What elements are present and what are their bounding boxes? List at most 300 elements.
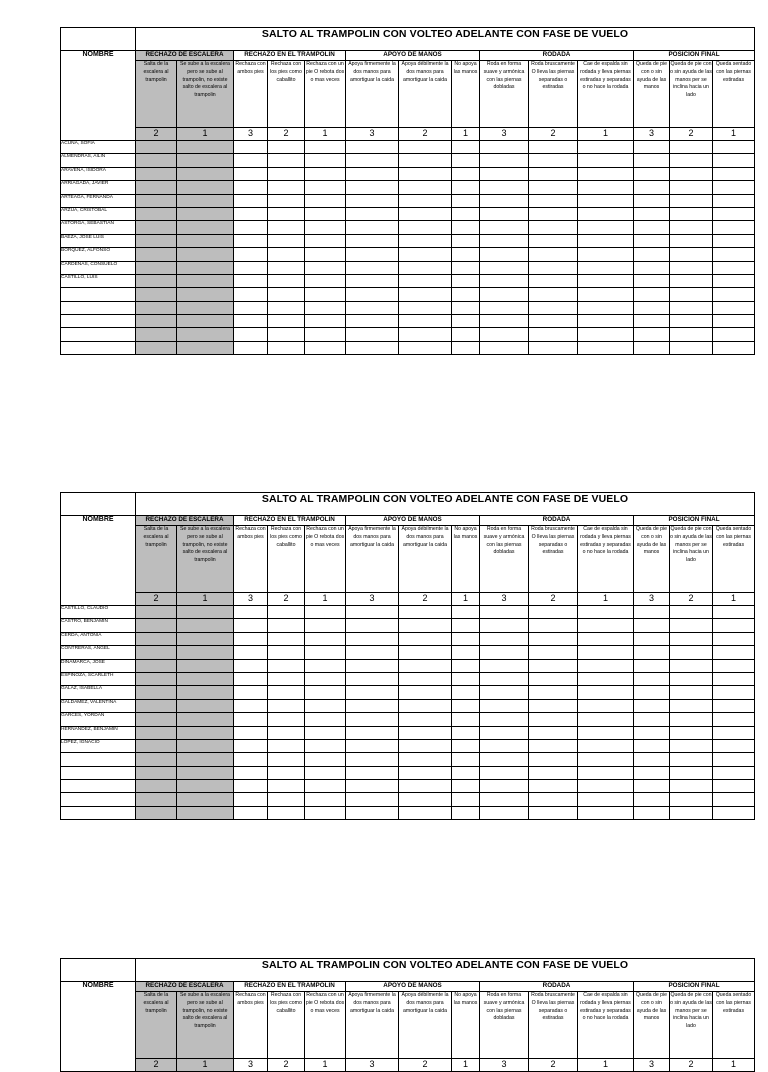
score-cell xyxy=(305,288,346,301)
score-cell xyxy=(634,221,670,234)
score-cell xyxy=(670,301,713,314)
student-row xyxy=(61,315,755,328)
score-cell xyxy=(578,793,634,806)
score-cell xyxy=(670,181,713,194)
student-row xyxy=(61,261,755,274)
criteria-row xyxy=(61,526,755,593)
score-cell xyxy=(136,234,177,247)
score-cell xyxy=(136,713,177,726)
score-cell xyxy=(346,181,399,194)
score-cell xyxy=(670,632,713,645)
score-cell xyxy=(136,699,177,712)
score-cell xyxy=(234,274,268,287)
rubric-sheet-2 xyxy=(60,492,754,820)
score-cell xyxy=(713,659,755,672)
score-cell xyxy=(399,806,452,819)
score-cell xyxy=(305,221,346,234)
score-cell xyxy=(399,288,452,301)
score-cell xyxy=(177,699,234,712)
score-cell xyxy=(578,726,634,739)
score-cell xyxy=(634,261,670,274)
score-cell xyxy=(480,221,529,234)
score-cell xyxy=(234,154,268,167)
category-header: RODADA xyxy=(480,982,634,992)
student-row xyxy=(61,181,755,194)
score-cell xyxy=(305,328,346,341)
score-cell xyxy=(136,659,177,672)
score-cell xyxy=(670,207,713,220)
score-cell xyxy=(399,167,452,180)
score-cell xyxy=(305,207,346,220)
score-cell xyxy=(268,341,305,354)
score-cell xyxy=(346,659,399,672)
criterion-score: 3 xyxy=(234,593,268,606)
score-cell xyxy=(634,686,670,699)
score-cell xyxy=(177,221,234,234)
score-cell xyxy=(713,780,755,793)
score-cell xyxy=(529,194,578,207)
category-header: APOYO DE MANOS xyxy=(346,516,480,526)
score-cell xyxy=(136,141,177,154)
score-cell xyxy=(529,793,578,806)
score-cell xyxy=(713,141,755,154)
score-cell xyxy=(305,274,346,287)
score-cell xyxy=(578,341,634,354)
score-cell xyxy=(234,646,268,659)
score-cell xyxy=(346,739,399,752)
student-name: CERDA, ANTONIA xyxy=(61,632,136,645)
score-cell xyxy=(670,646,713,659)
score-cell xyxy=(634,341,670,354)
score-cell xyxy=(268,672,305,685)
student-name: LOPEZ, IGNACIO xyxy=(61,739,136,752)
score-cell xyxy=(529,672,578,685)
student-row xyxy=(61,207,755,220)
score-cell xyxy=(268,646,305,659)
score-cell xyxy=(234,793,268,806)
criterion-description: Roda en forma suave y armónica con las piernas dobladas xyxy=(480,992,529,1059)
score-cell xyxy=(234,288,268,301)
criterion-score: 1 xyxy=(713,128,755,141)
criterion-description: No apoya las manos xyxy=(452,61,480,128)
score-cell xyxy=(234,606,268,619)
score-cell xyxy=(234,659,268,672)
score-cell xyxy=(480,619,529,632)
score-cell xyxy=(177,248,234,261)
criterion-score: 2 xyxy=(529,1059,578,1072)
score-cell xyxy=(480,261,529,274)
score-cell xyxy=(136,793,177,806)
score-cell xyxy=(480,632,529,645)
student-name xyxy=(61,328,136,341)
score-cell xyxy=(480,301,529,314)
score-cell xyxy=(305,301,346,314)
score-cell xyxy=(177,181,234,194)
score-cell xyxy=(480,154,529,167)
score-cell xyxy=(268,141,305,154)
score-cell xyxy=(234,181,268,194)
score-cell xyxy=(634,167,670,180)
score-cell xyxy=(136,315,177,328)
score-cell xyxy=(529,341,578,354)
score-cell xyxy=(346,793,399,806)
title-blank-cell xyxy=(61,493,136,516)
score-cell xyxy=(268,261,305,274)
score-cell xyxy=(136,288,177,301)
score-cell xyxy=(136,739,177,752)
criterion-score: 1 xyxy=(177,128,234,141)
score-cell xyxy=(452,194,480,207)
score-cell xyxy=(346,632,399,645)
student-row xyxy=(61,806,755,819)
score-cell xyxy=(234,753,268,766)
score-cell xyxy=(346,154,399,167)
criterion-description: Rechaza con ambos pies xyxy=(234,526,268,593)
score-cell xyxy=(670,739,713,752)
score-cell xyxy=(670,248,713,261)
score-cell xyxy=(578,167,634,180)
score-cell xyxy=(480,646,529,659)
score-cell xyxy=(177,274,234,287)
score-cell xyxy=(136,806,177,819)
score-cell xyxy=(480,606,529,619)
score-cell xyxy=(399,154,452,167)
score-cell xyxy=(136,632,177,645)
student-row xyxy=(61,713,755,726)
criterion-score: 2 xyxy=(136,1059,177,1072)
score-cell xyxy=(670,780,713,793)
score-cell xyxy=(346,261,399,274)
score-cell xyxy=(177,301,234,314)
score-cell xyxy=(713,221,755,234)
score-cell xyxy=(399,234,452,247)
score-cell xyxy=(399,739,452,752)
score-cell xyxy=(177,154,234,167)
score-cell xyxy=(234,686,268,699)
score-cell xyxy=(268,154,305,167)
score-cell xyxy=(268,699,305,712)
criterion-description: Apoya débilmente la dos manos para amortiguar la caida xyxy=(399,526,452,593)
score-cell xyxy=(268,606,305,619)
criterion-description: Salta de la escalera al trampolin xyxy=(136,992,177,1059)
student-name xyxy=(61,288,136,301)
score-cell xyxy=(234,234,268,247)
score-cell xyxy=(578,328,634,341)
score-cell xyxy=(529,207,578,220)
criterion-score: 2 xyxy=(136,128,177,141)
score-cell xyxy=(529,154,578,167)
criterion-score: 2 xyxy=(399,593,452,606)
score-cell xyxy=(480,713,529,726)
score-cell xyxy=(399,606,452,619)
score-cell xyxy=(268,766,305,779)
score-cell xyxy=(305,234,346,247)
criterion-description: Cae de espalda sin rodada y lleva piernas estiradas y separadas o no hace la rodada xyxy=(578,992,634,1059)
score-cell xyxy=(399,619,452,632)
criterion-description: No apoya las manos xyxy=(452,526,480,593)
criterion-score: 1 xyxy=(452,128,480,141)
score-cell xyxy=(234,194,268,207)
criterion-score: 1 xyxy=(578,128,634,141)
score-cell xyxy=(177,753,234,766)
score-cell xyxy=(670,221,713,234)
score-cell xyxy=(713,301,755,314)
score-cell xyxy=(670,234,713,247)
score-cell xyxy=(578,766,634,779)
student-name: ACUÑA, SOFIA xyxy=(61,141,136,154)
student-row xyxy=(61,141,755,154)
score-cell xyxy=(234,780,268,793)
title-row xyxy=(61,28,755,51)
score-cell xyxy=(234,632,268,645)
criterion-score: 3 xyxy=(480,128,529,141)
score-cell xyxy=(136,646,177,659)
title-row xyxy=(61,493,755,516)
student-row xyxy=(61,793,755,806)
score-cell xyxy=(634,248,670,261)
score-cell xyxy=(452,301,480,314)
category-header: APOYO DE MANOS xyxy=(346,51,480,61)
category-row xyxy=(61,982,755,992)
score-cell xyxy=(452,646,480,659)
category-header: RECHAZO EN EL TRAMPOLIN xyxy=(234,982,346,992)
score-cell xyxy=(713,167,755,180)
score-cell xyxy=(480,341,529,354)
score-cell xyxy=(578,606,634,619)
criterion-score: 2 xyxy=(670,128,713,141)
score-cell xyxy=(713,806,755,819)
score-cell xyxy=(670,806,713,819)
criterion-score: 1 xyxy=(305,128,346,141)
score-cell xyxy=(234,672,268,685)
criterion-description: Apoya débilmente la dos manos para amortiguar la caida xyxy=(399,992,452,1059)
student-row xyxy=(61,194,755,207)
criterion-score: 3 xyxy=(234,1059,268,1072)
score-cell xyxy=(136,261,177,274)
score-cell xyxy=(305,780,346,793)
criterion-description: No apoya las manos xyxy=(452,992,480,1059)
score-cell xyxy=(399,248,452,261)
criterion-score: 3 xyxy=(234,128,268,141)
student-row xyxy=(61,780,755,793)
score-cell xyxy=(177,672,234,685)
student-name: CASTILLO, LUIS xyxy=(61,274,136,287)
score-cell xyxy=(529,619,578,632)
score-cell xyxy=(670,672,713,685)
score-cell xyxy=(305,659,346,672)
score-cell xyxy=(268,274,305,287)
criterion-description: Se sube a la escalera pero se sube al trampolin, no existe salto de escalera al trampolin xyxy=(177,61,234,128)
score-cell xyxy=(399,181,452,194)
student-name xyxy=(61,793,136,806)
score-cell xyxy=(177,713,234,726)
criterion-description: Apoya firmemente la dos manos para amortiguar la caida xyxy=(346,526,399,593)
criterion-description: Queda de pie con o sin ayuda de las manos per se inclina hacia un lado xyxy=(670,61,713,128)
score-cell xyxy=(480,659,529,672)
score-cell xyxy=(399,659,452,672)
criterion-score: 2 xyxy=(268,593,305,606)
score-cell xyxy=(399,261,452,274)
score-cell xyxy=(346,646,399,659)
score-cell xyxy=(346,234,399,247)
rubric-sheet-1 xyxy=(60,27,754,355)
student-row xyxy=(61,234,755,247)
criterion-score: 3 xyxy=(634,1059,670,1072)
criterion-score: 1 xyxy=(578,593,634,606)
criterion-description: Rechaza con un pie O rebota dos o mas veces xyxy=(305,526,346,593)
rubric-table xyxy=(60,958,755,1072)
criteria-row xyxy=(61,992,755,1059)
score-cell xyxy=(177,780,234,793)
category-header: RECHAZO EN EL TRAMPOLIN xyxy=(234,51,346,61)
score-cell xyxy=(305,248,346,261)
student-name: CONTRERAS, ANGEL xyxy=(61,646,136,659)
score-cell xyxy=(670,699,713,712)
score-cell xyxy=(634,154,670,167)
score-cell xyxy=(480,288,529,301)
score-cell xyxy=(634,806,670,819)
score-cell xyxy=(234,315,268,328)
score-cell xyxy=(305,606,346,619)
score-cell xyxy=(529,141,578,154)
score-cell xyxy=(713,315,755,328)
score-cell xyxy=(177,341,234,354)
score-cell xyxy=(399,315,452,328)
student-row xyxy=(61,619,755,632)
score-cell xyxy=(268,806,305,819)
criterion-description: Rechaza con los pies como caballito xyxy=(268,992,305,1059)
student-name: CASTILLO, CLAUDIO xyxy=(61,606,136,619)
score-cell xyxy=(399,194,452,207)
score-cell xyxy=(346,686,399,699)
score-cell xyxy=(268,780,305,793)
score-cell xyxy=(452,726,480,739)
score-cell xyxy=(452,288,480,301)
score-cell xyxy=(268,793,305,806)
score-cell xyxy=(136,221,177,234)
student-row xyxy=(61,753,755,766)
score-cell xyxy=(452,672,480,685)
score-cell xyxy=(136,341,177,354)
score-cell xyxy=(268,194,305,207)
score-cell xyxy=(578,274,634,287)
score-cell xyxy=(634,274,670,287)
criterion-description: Rechaza con ambos pies xyxy=(234,992,268,1059)
score-cell xyxy=(480,207,529,220)
score-cell xyxy=(529,753,578,766)
rubric-table xyxy=(60,492,755,820)
score-cell xyxy=(634,619,670,632)
score-cell xyxy=(713,713,755,726)
criterion-score: 1 xyxy=(713,593,755,606)
score-cell xyxy=(136,672,177,685)
score-cell xyxy=(136,248,177,261)
criterion-score: 2 xyxy=(670,1059,713,1072)
criterion-description: Queda sentado con las piernas estiradas xyxy=(713,61,755,128)
student-row xyxy=(61,699,755,712)
score-cell xyxy=(713,181,755,194)
score-row xyxy=(61,593,755,606)
rubric-sheet-3 xyxy=(60,958,754,1072)
score-cell xyxy=(578,806,634,819)
score-cell xyxy=(480,686,529,699)
score-cell xyxy=(305,261,346,274)
score-cell xyxy=(305,766,346,779)
score-cell xyxy=(634,606,670,619)
criterion-description: Queda de pie con o sin ayuda de las manos xyxy=(634,526,670,593)
score-cell xyxy=(136,301,177,314)
score-cell xyxy=(177,659,234,672)
score-cell xyxy=(305,141,346,154)
criterion-score: 3 xyxy=(346,1059,399,1072)
score-cell xyxy=(268,619,305,632)
score-cell xyxy=(399,274,452,287)
score-cell xyxy=(634,234,670,247)
score-cell xyxy=(529,699,578,712)
score-cell xyxy=(529,261,578,274)
score-cell xyxy=(634,288,670,301)
score-cell xyxy=(634,632,670,645)
score-cell xyxy=(634,726,670,739)
score-cell xyxy=(234,619,268,632)
score-cell xyxy=(346,315,399,328)
criterion-score: 2 xyxy=(529,593,578,606)
score-cell xyxy=(346,248,399,261)
student-row xyxy=(61,606,755,619)
score-cell xyxy=(234,739,268,752)
score-cell xyxy=(305,154,346,167)
score-cell xyxy=(634,739,670,752)
score-cell xyxy=(713,154,755,167)
student-name: CASTRO, BENJAMIN xyxy=(61,619,136,632)
score-cell xyxy=(529,780,578,793)
score-cell xyxy=(399,699,452,712)
score-cell xyxy=(670,154,713,167)
score-cell xyxy=(177,315,234,328)
student-row xyxy=(61,672,755,685)
score-cell xyxy=(670,726,713,739)
score-cell xyxy=(234,207,268,220)
score-cell xyxy=(578,619,634,632)
score-cell xyxy=(578,194,634,207)
score-cell xyxy=(480,726,529,739)
score-cell xyxy=(268,713,305,726)
criterion-description: Roda en forma suave y armónica con las piernas dobladas xyxy=(480,61,529,128)
criterion-score: 2 xyxy=(268,128,305,141)
criterion-description: Roda bruscamente O lleva las piernas separadas o estiradas xyxy=(529,526,578,593)
score-cell xyxy=(578,248,634,261)
score-cell xyxy=(529,167,578,180)
student-name xyxy=(61,341,136,354)
category-header: POSICION FINAL xyxy=(634,51,755,61)
score-cell xyxy=(713,274,755,287)
score-cell xyxy=(234,713,268,726)
score-cell xyxy=(177,167,234,180)
score-cell xyxy=(452,261,480,274)
score-cell xyxy=(399,341,452,354)
score-cell xyxy=(670,315,713,328)
criterion-description: Rechaza con los pies como caballito xyxy=(268,61,305,128)
score-cell xyxy=(670,686,713,699)
criterion-score: 1 xyxy=(452,593,480,606)
score-cell xyxy=(346,288,399,301)
score-cell xyxy=(305,713,346,726)
criterion-score: 3 xyxy=(346,593,399,606)
score-cell xyxy=(713,261,755,274)
score-cell xyxy=(268,288,305,301)
score-cell xyxy=(177,766,234,779)
score-cell xyxy=(177,288,234,301)
